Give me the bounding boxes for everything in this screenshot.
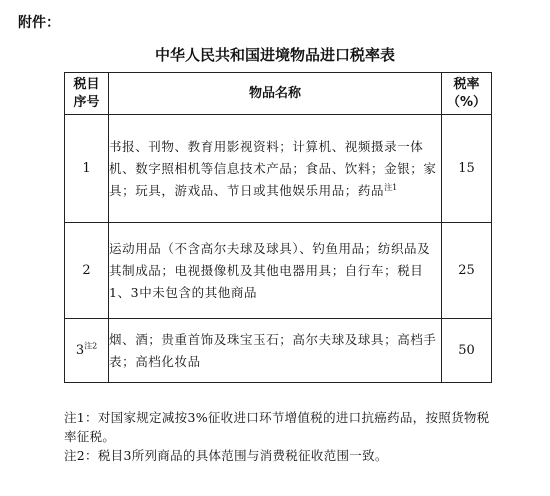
tax-rate-table [64,72,492,383]
row-description-cell [109,115,442,223]
header-tax-rate-line1: 税率 [453,76,480,92]
footnote-1: 注1：对国家规定减按3%征收进口环节增值税的进口抗癌药品，按照货物税率征税。 [64,410,490,444]
row-number: 3 [75,343,85,358]
table-row [65,319,492,383]
row-number-cell [65,223,109,319]
row-number-cell [65,319,109,383]
row-rate-cell [442,223,492,319]
row-description-cell [109,223,442,319]
header-item-number-line2: 序号 [73,94,100,110]
row-number-cell [65,115,109,223]
table-row [65,115,492,223]
header-item-name [109,73,442,115]
row-number: 1 [82,161,91,176]
row-description: 烟、酒；贵重首饰及珠宝玉石；高尔夫球及球具；高档手表；高档化妆品 [109,331,437,369]
table-header-row [65,73,492,115]
document-title: 中华人民共和国进境物品进口税率表 [154,46,395,64]
footnote-marker: 注1 [384,182,398,192]
footnote-2: 注2：税目3所列商品的具体范围与消费税征收范围一致。 [64,448,388,463]
header-item-name-label: 物品名称 [248,85,301,101]
footnotes [64,408,494,465]
attachment-label: 附件： [18,15,60,31]
row-rate-cell [442,115,492,223]
footnote-marker: 注2 [84,341,98,351]
row-description-cell [109,319,442,383]
row-rate: 15 [458,161,475,176]
row-number: 2 [82,263,91,278]
row-rate-cell [442,319,492,383]
row-description: 运动用品（不含高尔夫球及球具）、钓鱼用品；纺织品及其制成品；电视摄像机及其他电器用具；自行车；税目1、3中未包含的其他商品 [109,240,431,300]
header-item-number [65,73,109,115]
row-rate: 50 [458,343,475,358]
row-description: 书报、刊物、教育用影视资料；计算机、视频摄录一体机、数字照相机等信息技术产品；食品、饮料；金银；家具；玩具，游戏品、节日或其他娱乐用品；药品 [109,138,437,198]
header-item-number-line1: 税目 [73,76,100,92]
header-tax-rate [442,73,492,115]
row-rate: 25 [458,263,475,278]
table-row [65,223,492,319]
header-tax-rate-line2: （%） [446,94,487,110]
